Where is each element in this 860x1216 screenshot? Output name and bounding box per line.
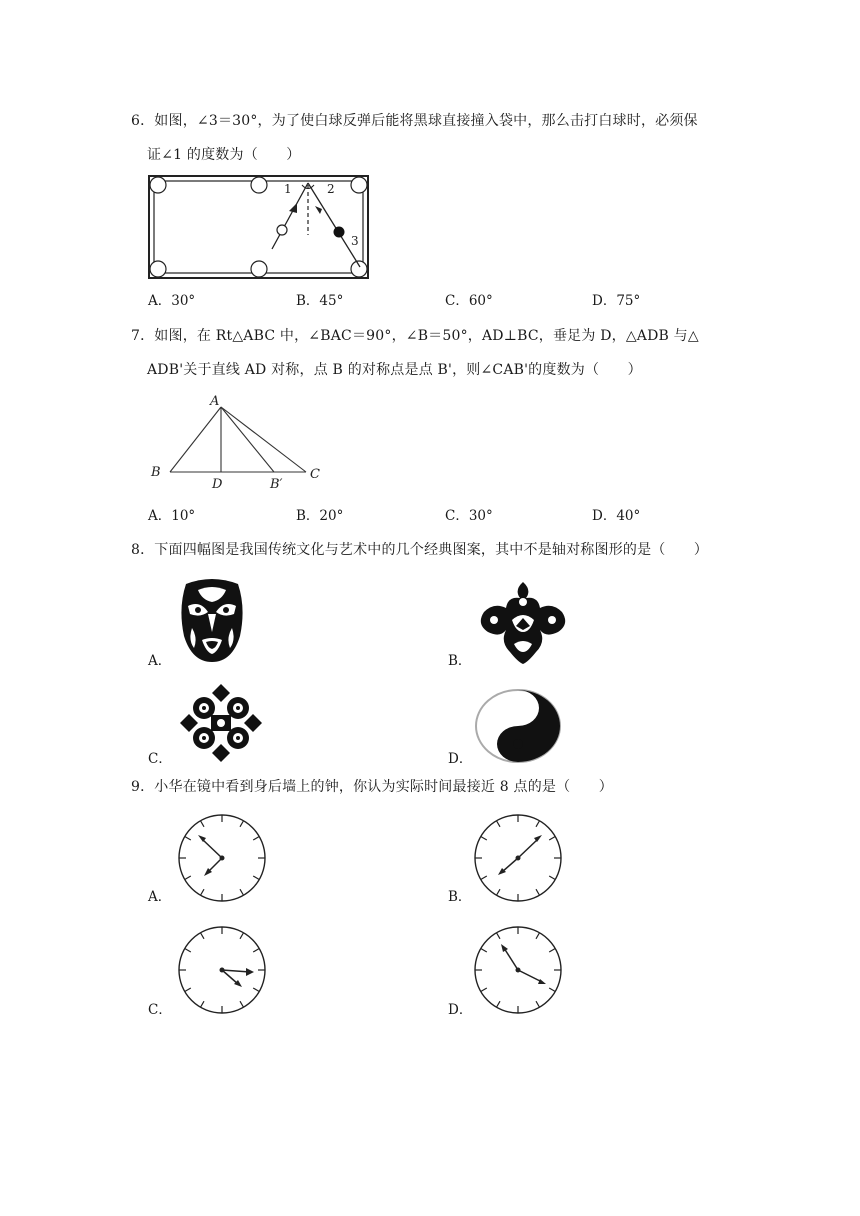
q9-label-a[interactable]: A． xyxy=(148,889,172,905)
q8-label-b[interactable]: B． xyxy=(448,653,472,669)
triangle-figure xyxy=(148,390,328,490)
q9-label-c[interactable]: C． xyxy=(148,1002,172,1018)
q7-option-b[interactable]: B．20° xyxy=(296,508,344,524)
q6-text-line1: 6．如图，∠3＝30°，为了使白球反弹后能将黑球直接撞入袋中，那么击打白球时，必须保 xyxy=(131,113,698,129)
point-label-a: A xyxy=(210,394,220,409)
q6-option-a[interactable]: A．30° xyxy=(148,293,196,309)
q9-label-d[interactable]: D． xyxy=(448,1002,473,1018)
q6-option-b[interactable]: B．45° xyxy=(296,293,344,309)
point-label-b-prime: B′ xyxy=(270,477,283,490)
segment-ab-prime xyxy=(221,407,274,472)
yin-yang-image[interactable] xyxy=(474,688,562,764)
arrow-up-head xyxy=(289,203,297,213)
clock-c-image[interactable] xyxy=(176,924,268,1016)
q6-option-d[interactable]: D．75° xyxy=(592,293,641,309)
knot-pattern-image[interactable] xyxy=(178,682,264,764)
q8-text-line1: 8．下面四幅图是我国传统文化与艺术中的几个经典图案，其中不是轴对称图形的是（ ） xyxy=(131,542,709,558)
q8-label-d[interactable]: D． xyxy=(448,751,473,767)
point-label-c: C xyxy=(310,467,320,482)
q7-option-d[interactable]: D．40° xyxy=(592,508,641,524)
q9-label-b[interactable]: B． xyxy=(448,889,472,905)
opera-mask-image[interactable] xyxy=(178,578,246,664)
q9-text-line1: 9．小华在镜中看到身后墙上的钟，你认为实际时间最接近 8 点的是（ ） xyxy=(131,779,613,795)
q8-label-c[interactable]: C． xyxy=(148,751,172,767)
pocket-top-right xyxy=(351,177,367,193)
black-ball xyxy=(334,227,345,238)
white-ball xyxy=(277,225,287,235)
pocket-bottom-right xyxy=(351,261,367,277)
billiard-table-figure xyxy=(148,175,372,281)
ornament-pattern-image[interactable] xyxy=(476,580,570,666)
q7-option-a[interactable]: A．10° xyxy=(148,508,196,524)
clock-a-image[interactable] xyxy=(176,812,268,904)
segment-ab xyxy=(170,407,221,472)
angle-label-3: 3 xyxy=(351,234,359,248)
pocket-bottom-middle xyxy=(251,261,267,277)
q6-text-line2: 证∠1 的度数为（ ） xyxy=(147,147,301,163)
q7-text-line2: ADB'关于直线 AD 对称，点 B 的对称点是点 B'，则∠CAB'的度数为（ ） xyxy=(147,362,642,378)
clock-d-image[interactable] xyxy=(472,924,564,1016)
point-label-b: B xyxy=(151,465,161,480)
q6-option-c[interactable]: C．60° xyxy=(445,293,493,309)
pocket-bottom-left xyxy=(150,261,166,277)
q8-label-a[interactable]: A． xyxy=(148,653,172,669)
q7-text-line1: 7．如图，在 Rt△ABC 中，∠BAC＝90°，∠B＝50°，AD⊥BC，垂足为 D，△ADB 与△ xyxy=(131,328,699,344)
pocket-top-left xyxy=(150,177,166,193)
pocket-top-middle xyxy=(251,177,267,193)
segment-ac xyxy=(221,407,306,472)
angle-label-2: 2 xyxy=(327,182,335,196)
arrow-down-head xyxy=(315,206,322,214)
clock-b-image[interactable] xyxy=(472,812,564,904)
angle-label-1: 1 xyxy=(284,182,292,196)
q7-option-c[interactable]: C．30° xyxy=(445,508,493,524)
point-label-d: D xyxy=(212,477,223,490)
